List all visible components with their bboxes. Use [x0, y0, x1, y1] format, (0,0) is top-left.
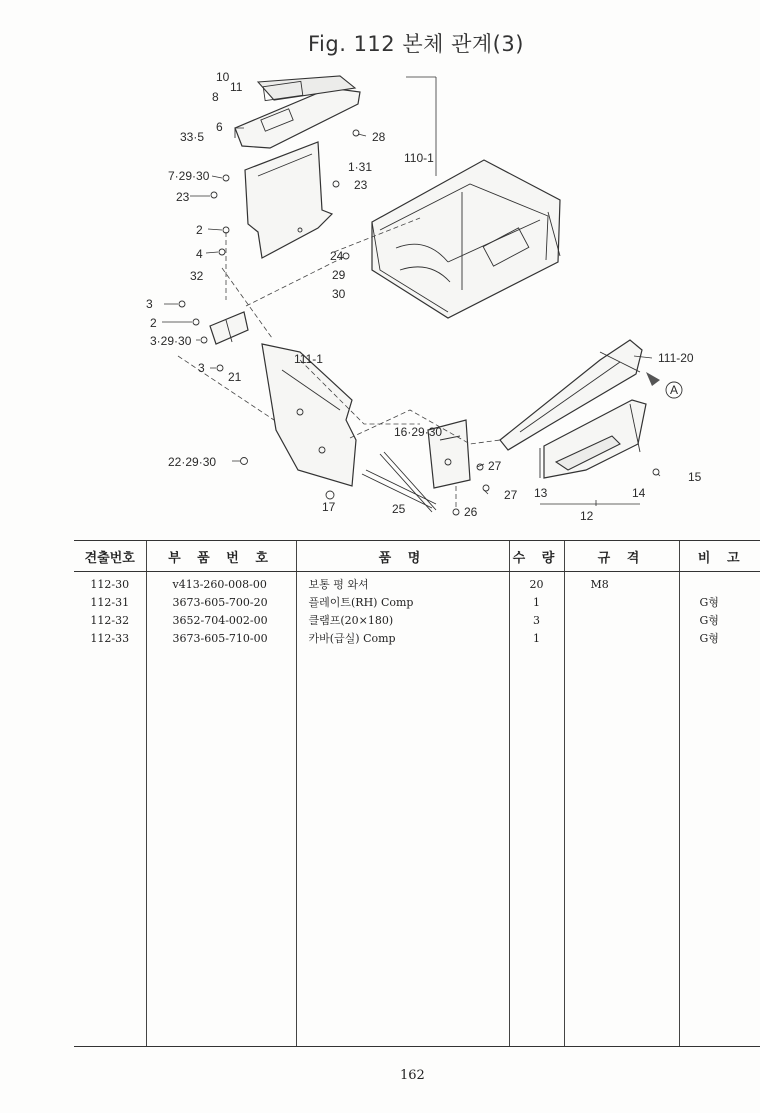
callout-22-29-30: 22·29·30	[168, 455, 217, 469]
exploded-parts-diagram	[0, 0, 760, 530]
cell-item-no: 112-30	[90, 578, 130, 591]
header-item-no: 견출번호	[74, 541, 146, 572]
callout-a: A	[670, 383, 679, 397]
callout-13: 13	[534, 486, 548, 500]
main-box-frame	[372, 160, 560, 318]
cell-part-no: 3673-605-710-00	[172, 632, 268, 645]
callout-111-1: 111-1	[294, 352, 323, 366]
cell-part-name: 카바(급실) Comp	[308, 632, 396, 645]
header-quantity: 수 량	[509, 541, 564, 572]
callout-110-1: 110-1	[404, 151, 434, 165]
callout-8: 8	[212, 90, 219, 104]
callout-26: 26	[464, 505, 478, 519]
header-part-name: 품 명	[296, 541, 509, 572]
callout-21: 21	[228, 370, 242, 384]
cell-remarks	[700, 576, 760, 594]
callout-3-bottom: 3	[198, 361, 205, 375]
callout-28: 28	[372, 130, 386, 144]
cell-spec	[591, 594, 675, 612]
callout-3-top: 3	[146, 297, 153, 311]
page-number: 162	[400, 1068, 425, 1083]
header-remarks: 비 고	[679, 541, 760, 572]
cell-quantity: 3	[533, 614, 540, 627]
callout-25: 25	[392, 502, 406, 516]
callout-7-29-30: 7·29·30	[168, 169, 210, 183]
cell-item-no: 112-32	[90, 614, 130, 627]
callout-111-20: 111-20	[658, 351, 694, 365]
parts-table	[74, 540, 760, 1047]
cell-item-no: 112-33	[90, 632, 130, 645]
callout-6: 6	[216, 120, 223, 134]
cell-quantity: 20	[529, 578, 544, 591]
callout-33-5: 33·5	[180, 130, 205, 144]
column-remarks	[679, 572, 760, 1047]
column-quantity	[509, 572, 564, 1047]
column-part-no	[146, 572, 296, 1047]
cell-part-no: 3673-605-700-20	[172, 596, 268, 609]
header-part-no: 부 품 번 호	[146, 541, 296, 572]
callout-14: 14	[632, 486, 646, 500]
side-plate-panel	[245, 142, 332, 258]
callout-23-right: 23	[354, 178, 368, 192]
small-bracket	[210, 312, 248, 344]
cell-part-name: 클램프(20×180)	[308, 614, 394, 627]
callout-29: 29	[332, 268, 346, 282]
callout-17: 17	[322, 500, 336, 514]
header-spec: 규 격	[564, 541, 679, 572]
cell-part-name: 보통 평 와셔	[308, 578, 369, 591]
cell-spec: M8	[590, 578, 609, 591]
callout-11: 11	[230, 80, 243, 94]
cell-remarks: G형	[699, 614, 719, 627]
column-item-no	[74, 572, 146, 1047]
cell-spec	[591, 630, 675, 648]
callout-15: 15	[688, 470, 702, 484]
column-part-name	[296, 572, 509, 1047]
cell-part-name: 플레이트(RH) Comp	[308, 596, 414, 609]
cell-part-no: v413-260-008-00	[172, 578, 267, 591]
callout-2-bottom: 2	[150, 316, 157, 330]
cell-remarks: G형	[699, 632, 719, 645]
cell-spec	[591, 612, 675, 630]
figure-title: Fig. 112 본체 관계(3)	[308, 32, 524, 56]
callout-30: 30	[332, 287, 346, 301]
callout-2-top: 2	[196, 223, 203, 237]
callout-24: 24	[330, 249, 344, 263]
callout-12: 12	[580, 509, 594, 523]
top-cover-plate	[235, 76, 360, 148]
callout-10: 10	[216, 70, 230, 84]
callout-16-29-30: 16·29·30	[394, 425, 443, 439]
callout-27-top: 27	[488, 459, 502, 473]
callout-1-31: 1·31	[348, 160, 373, 174]
cell-remarks: G형	[699, 596, 719, 609]
cell-part-no: 3652-704-002-00	[172, 614, 268, 627]
column-spec	[564, 572, 679, 1047]
callout-3-29-30: 3·29·30	[150, 334, 192, 348]
callout-27-bottom: 27	[504, 488, 518, 502]
callout-23-left: 23	[176, 190, 190, 204]
cell-quantity: 1	[533, 632, 540, 645]
cell-item-no: 112-31	[90, 596, 130, 609]
cell-quantity: 1	[533, 596, 540, 609]
callout-32: 32	[190, 269, 204, 283]
callout-4: 4	[196, 247, 203, 261]
